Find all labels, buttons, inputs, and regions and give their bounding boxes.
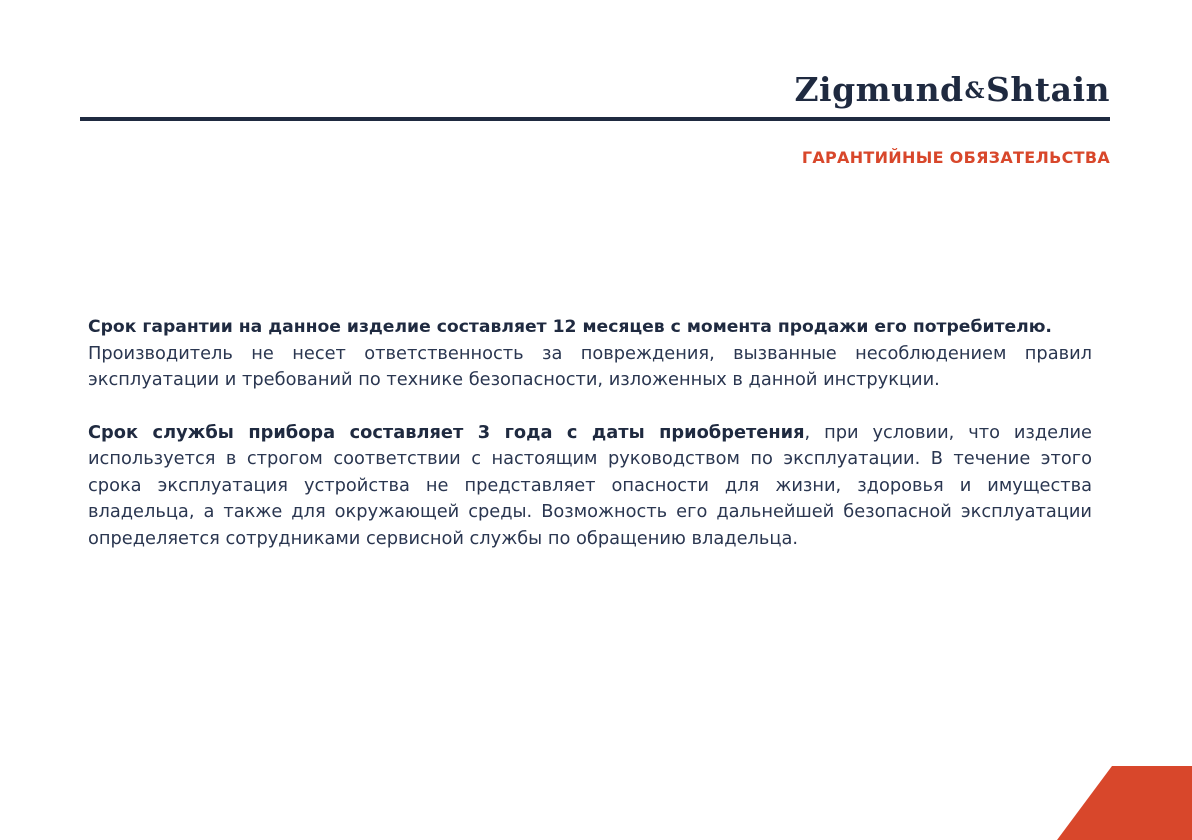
brand-logo-ampersand: &: [964, 78, 986, 104]
warranty-liability-text: Производитель не несет ответственность за повреждения, вызванные несоблюдением правил эксплуатации и требований по технике безопасности, изложенных в данной инструкции.: [88, 342, 1092, 390]
brand-logo-part1: Zigmund: [794, 70, 964, 109]
header-divider: [80, 117, 1110, 121]
section-title: ГАРАНТИЙНЫЕ ОБЯЗАТЕЛЬСТВА: [801, 148, 1110, 167]
service-life-paragraph: [88, 420, 1092, 553]
warranty-text: [88, 314, 1092, 552]
corner-accent-shape: [1057, 766, 1192, 840]
warranty-paragraph: [88, 314, 1092, 394]
brand-logo: [794, 68, 1110, 113]
service-life-text: , при условии, что изделие используется в строгом соответствии с настоящим руководством по эксплуатации. В течение этого срока эксплуатация устройства не представляет опасности для жизни, здоровья и имущества владельца, а также для окружающей среды. Возможность его дальнейшей безопасной эксплуатации определяется сотрудниками сервисной службы по обращению владельца.: [88, 421, 1092, 549]
warranty-period-statement: Срок гарантии на данное изделие составляет 12 месяцев с момента продажи его потребителю.: [88, 317, 1052, 337]
service-life-statement: Срок службы прибора составляет 3 года с даты приобретения: [88, 421, 805, 443]
brand-logo-part2: Shtain: [986, 70, 1110, 109]
